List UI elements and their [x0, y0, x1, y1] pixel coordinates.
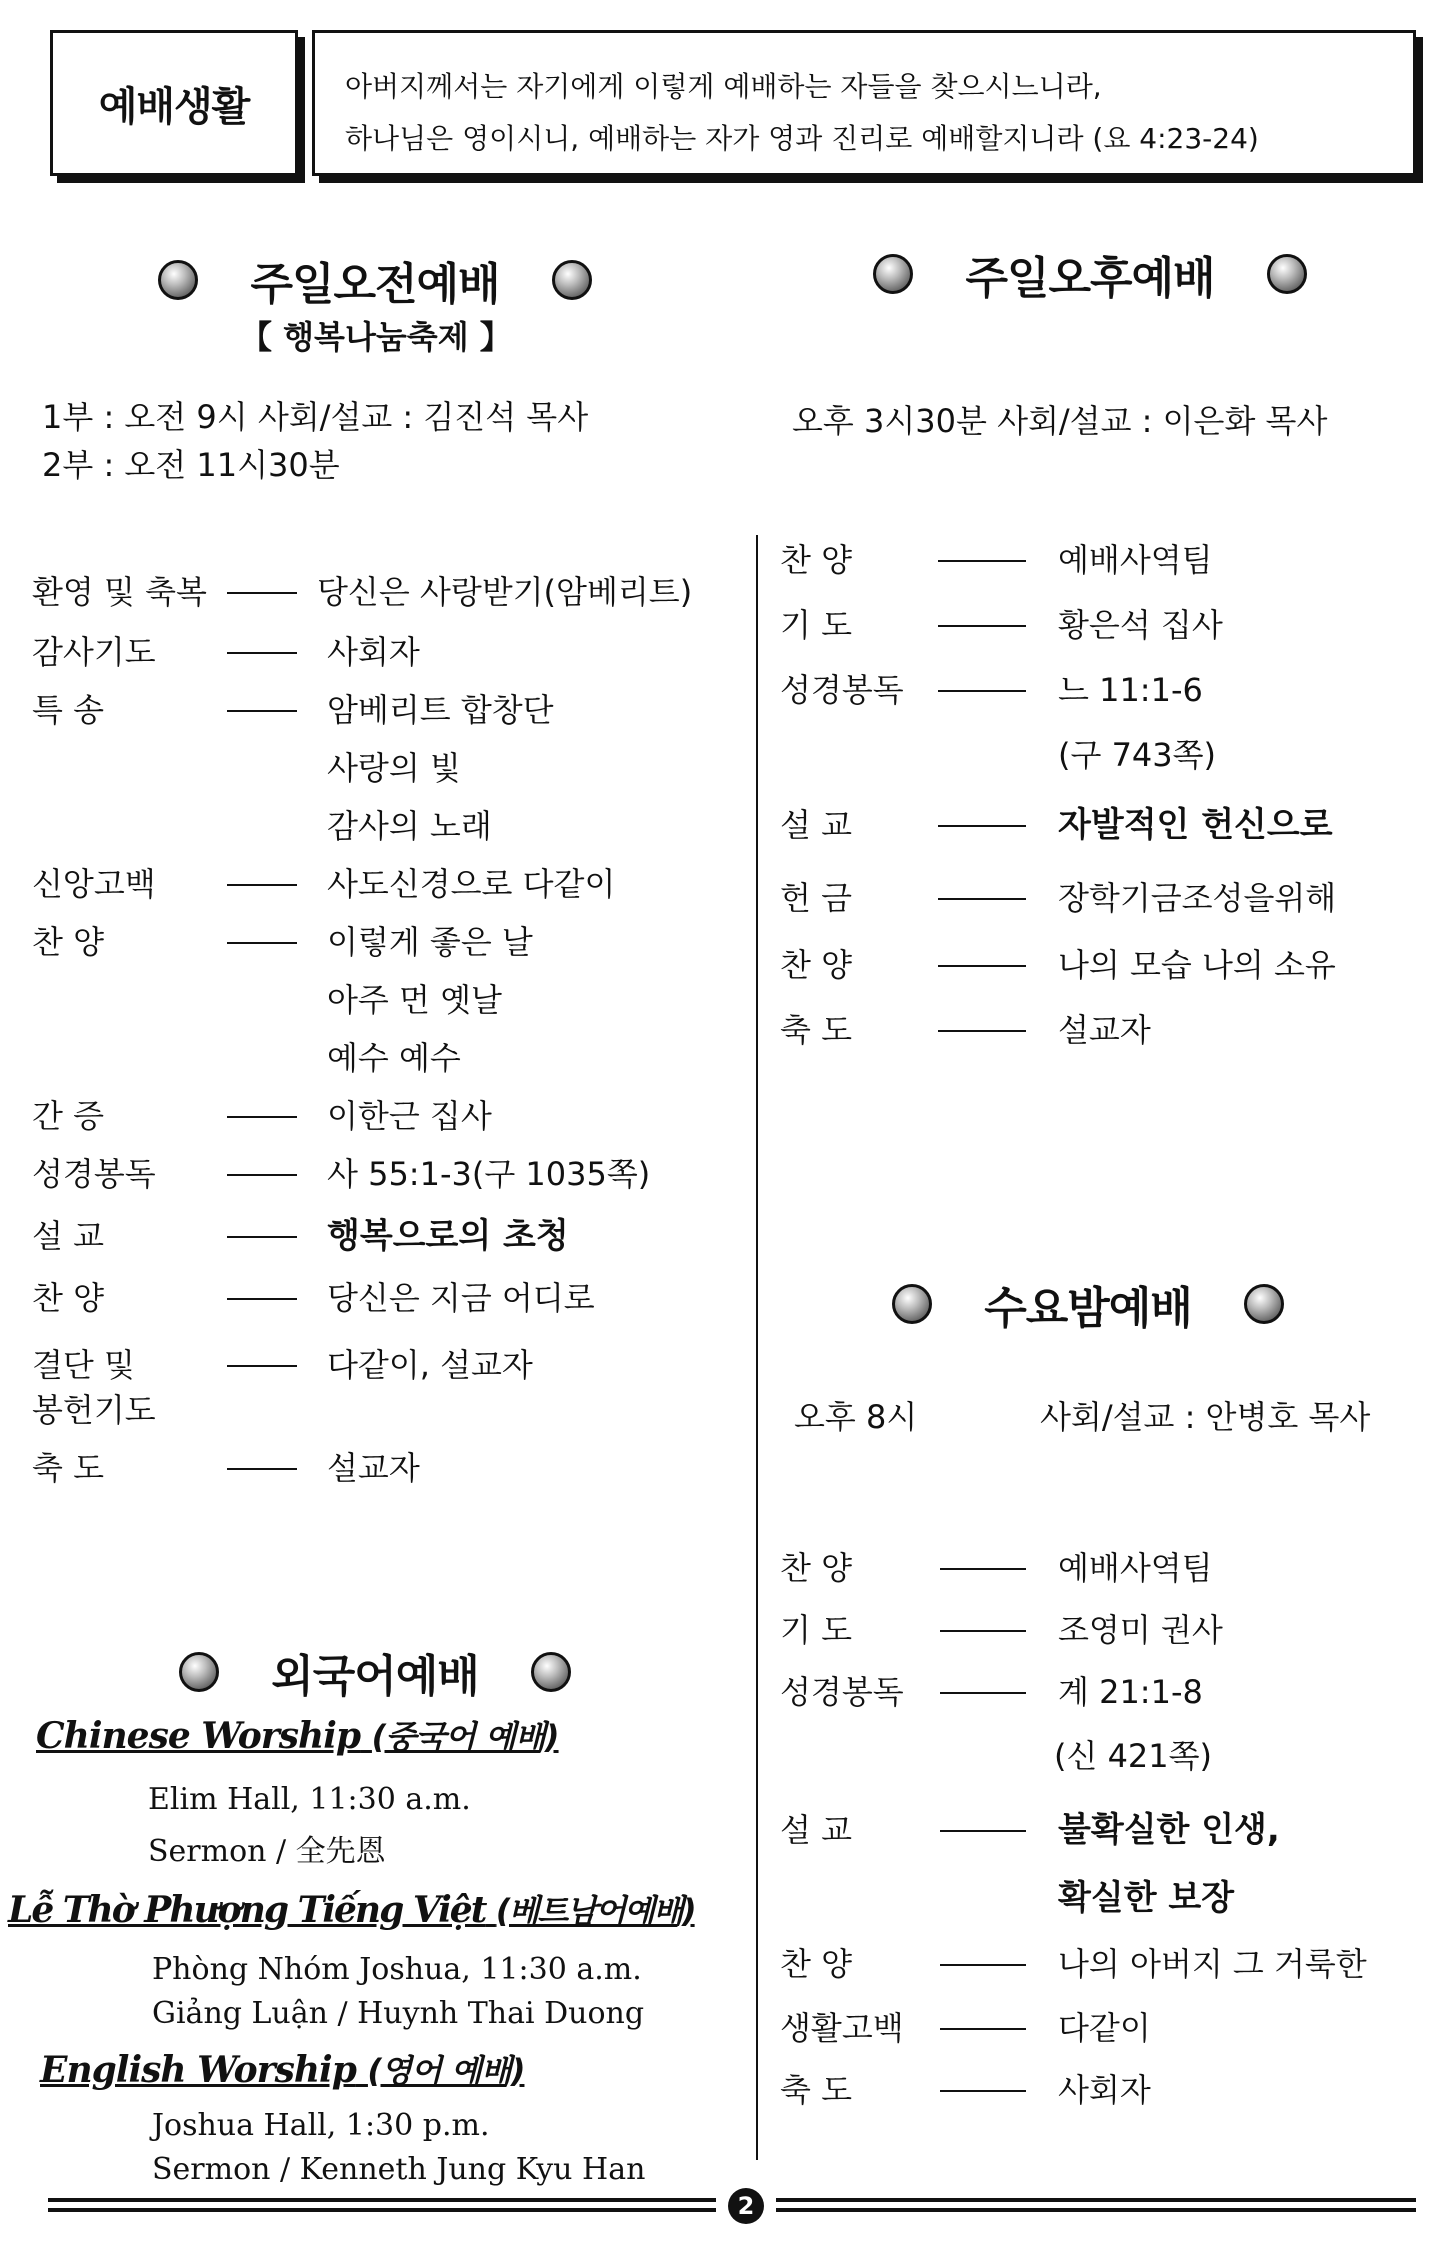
leader-dash [227, 1468, 297, 1470]
leader-dash [938, 1030, 1026, 1032]
footer-rule-right [776, 2198, 1416, 2212]
hymn-line: 예수 예수 [327, 1039, 461, 1077]
wednesday-info-leader: 사회/설교 : 안병호 목사 [1040, 1398, 1371, 1436]
leader-dash [227, 710, 297, 712]
program-value: 나의 아버지 그 거룩한 [1058, 1945, 1367, 1983]
leader-dash [227, 884, 297, 886]
program-value: 당신은 지금 어디로 [327, 1279, 595, 1317]
leader-dash [938, 825, 1026, 827]
program-label: 찬 양 [780, 541, 852, 579]
vietnamese-heading-korean: (베트남어예배) [495, 1892, 695, 1930]
program-label: 찬 양 [32, 923, 104, 961]
english-worship-preacher: Sermon / Kenneth Jung Kyu Han [152, 2152, 646, 2187]
sermon-title: 불확실한 인생, [1058, 1810, 1280, 1850]
program-label: 설 교 [780, 806, 852, 844]
leader-dash [227, 1298, 297, 1300]
leader-dash [227, 942, 297, 944]
program-label: 찬 양 [780, 946, 852, 984]
leader-dash [938, 690, 1026, 692]
special-song-line: 사랑의 빛 [327, 749, 461, 787]
verse-line-2: 하나님은 영이시니, 예배하는 자가 영과 진리로 예배할지니라 (요 4:23-24) [345, 122, 1259, 155]
leader-dash [938, 965, 1026, 967]
program-label: 축 도 [780, 1011, 852, 1049]
program-value: 나의 모습 나의 소유 [1058, 946, 1336, 984]
sunday-afternoon-title-block [860, 242, 1320, 306]
scripture-verse-box [312, 30, 1416, 176]
leader-dash [940, 1692, 1026, 1694]
program-label: 설 교 [780, 1811, 852, 1849]
leader-dash [227, 592, 297, 594]
chinese-worship-heading [36, 1712, 559, 1758]
sunday-afternoon-info: 오후 3시30분 사회/설교 : 이은화 목사 [792, 402, 1328, 440]
program-label: 성경봉독 [780, 1673, 904, 1711]
sunday-morning-title: 주일오전예배 [250, 259, 500, 310]
leader-dash [227, 1174, 297, 1176]
sunday-morning-info-line-1: 1부 : 오전 9시 사회/설교 : 김진석 목사 [42, 398, 589, 436]
program-label: 결단 및 [32, 1346, 135, 1384]
program-value: 당신은 사랑받기(암베리트) [317, 573, 693, 611]
program-value: 암베리트 합창단 [327, 691, 554, 729]
leader-dash [940, 2028, 1026, 2030]
program-label: 생활고백 [780, 2009, 904, 2047]
program-label: 감사기도 [32, 633, 156, 671]
column-divider [756, 535, 758, 2160]
page-number-digit: 2 [737, 2192, 755, 2220]
vietnamese-worship-heading [8, 1886, 695, 1932]
hymn-line: 아주 먼 옛날 [327, 981, 502, 1019]
sunday-morning-subtitle: 【 행복나눔축제 】 [240, 318, 512, 356]
bullet-ball-icon [873, 254, 913, 294]
program-label: 성경봉독 [32, 1155, 156, 1193]
footer-rule-left [48, 2198, 716, 2212]
verse-line-1: 아버지께서는 자기에게 이렇게 예배하는 자들을 찾으시느니라, [345, 70, 1102, 103]
program-label: 기 도 [780, 606, 852, 644]
reading-page-ref: (신 421쪽) [1054, 1737, 1213, 1775]
vietnamese-worship-place: Phòng Nhóm Joshua, 11:30 a.m. [152, 1952, 642, 1987]
program-value: 예배사역팀 [1058, 1549, 1213, 1587]
vietnamese-heading-text: Lễ Thờ Phượng Tiếng Việt [8, 1889, 486, 1931]
leader-dash [940, 1630, 1026, 1632]
program-label: 찬 양 [780, 1549, 852, 1587]
program-value: 사회자 [1058, 2071, 1151, 2109]
english-heading-korean: (영어 예배) [367, 2052, 525, 2090]
program-value: 조영미 권사 [1058, 1611, 1223, 1649]
leader-dash [940, 1568, 1026, 1570]
foreign-worship-title-block [150, 1640, 600, 1704]
program-label: 축 도 [32, 1449, 104, 1487]
bullet-ball-icon [1244, 1284, 1284, 1324]
bullet-ball-icon [531, 1652, 571, 1692]
program-value: 다같이 [1058, 2009, 1151, 2047]
bullet-ball-icon [179, 1652, 219, 1692]
english-heading-text: English Worship [40, 2049, 356, 2091]
program-label: 특 송 [32, 691, 104, 729]
special-song-line: 감사의 노래 [327, 807, 492, 845]
program-label: 헌 금 [780, 879, 852, 917]
leader-dash [940, 2090, 1026, 2092]
program-value: 느 11:1-6 [1058, 671, 1203, 709]
program-value: 계 21:1-8 [1058, 1673, 1203, 1711]
page-number [728, 2188, 764, 2224]
bullet-ball-icon [892, 1284, 932, 1324]
bullet-ball-icon [1267, 254, 1307, 294]
program-label: 성경봉독 [780, 671, 904, 709]
program-value: 설교자 [1058, 1011, 1151, 1049]
chinese-worship-preacher: Sermon / 全先恩 [148, 1834, 386, 1869]
program-value: 사도신경으로 다같이 [327, 865, 616, 903]
section-label-box [50, 30, 298, 176]
sermon-title: 행복으로의 초청 [327, 1216, 569, 1256]
bullet-ball-icon [552, 260, 592, 300]
leader-dash [227, 1116, 297, 1118]
leader-dash [938, 560, 1026, 562]
sunday-afternoon-title: 주일오후예배 [965, 253, 1215, 304]
program-label: 간 증 [32, 1097, 104, 1135]
program-value: 황은석 집사 [1058, 606, 1223, 644]
english-worship-place: Joshua Hall, 1:30 p.m. [152, 2108, 490, 2143]
foreign-worship-title: 외국어예배 [271, 1651, 479, 1702]
program-label: 찬 양 [32, 1279, 104, 1317]
program-label: 환영 및 축복 [32, 573, 207, 611]
sermon-title: 자발적인 헌신으로 [1058, 805, 1333, 845]
leader-dash [940, 1964, 1026, 1966]
program-value: 사회자 [327, 633, 420, 671]
program-value: 이한근 집사 [327, 1097, 492, 1135]
program-value: 사 55:1-3(구 1035쪽) [327, 1155, 651, 1193]
leader-dash [227, 1365, 297, 1367]
program-label-continued: 봉헌기도 [32, 1391, 156, 1429]
wednesday-title: 수요밤예배 [984, 1283, 1192, 1334]
wednesday-info-time: 오후 8시 [794, 1398, 918, 1436]
sunday-morning-title-block [150, 248, 600, 312]
program-label: 신앙고백 [32, 865, 156, 903]
program-label: 설 교 [32, 1217, 104, 1255]
wednesday-title-block [868, 1272, 1308, 1336]
program-value: 다같이, 설교자 [327, 1346, 533, 1384]
vietnamese-worship-preacher: Giảng Luận / Huynh Thai Duong [152, 1996, 645, 2031]
section-label: 예배생활 [98, 83, 250, 130]
program-value: 예배사역팀 [1058, 541, 1213, 579]
program-label: 축 도 [780, 2071, 852, 2109]
sermon-title-line-2: 확실한 보장 [1058, 1878, 1235, 1918]
chinese-worship-place: Elim Hall, 11:30 a.m. [148, 1782, 471, 1817]
bullet-ball-icon [158, 260, 198, 300]
leader-dash [227, 652, 297, 654]
sunday-morning-info-line-2: 2부 : 오전 11시30분 [42, 446, 340, 484]
leader-dash [938, 898, 1026, 900]
program-value: 설교자 [327, 1449, 420, 1487]
leader-dash [227, 1236, 297, 1238]
english-worship-heading [40, 2046, 524, 2092]
leader-dash [940, 1830, 1026, 1832]
program-value: 장학기금조성을위해 [1058, 879, 1337, 917]
chinese-heading-text: Chinese Worship [36, 1715, 361, 1757]
program-label: 기 도 [780, 1611, 852, 1649]
leader-dash [938, 625, 1026, 627]
program-label: 찬 양 [780, 1945, 852, 1983]
chinese-heading-korean: (중국어 예배) [371, 1718, 559, 1756]
program-value: 이렇게 좋은 날 [327, 923, 533, 961]
reading-page-ref: (구 743쪽) [1058, 736, 1217, 774]
